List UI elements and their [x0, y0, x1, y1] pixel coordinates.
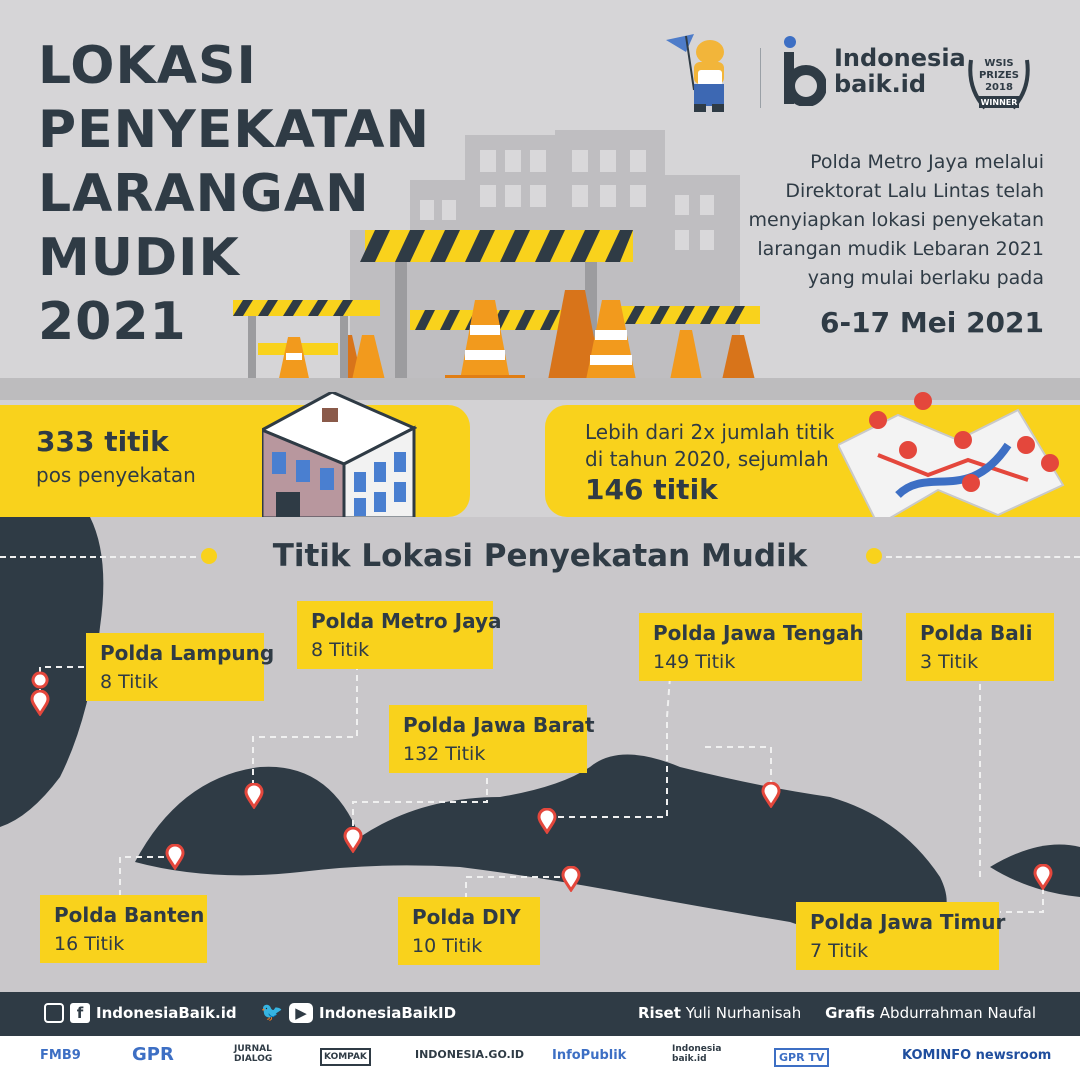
location-pin-icon [343, 827, 363, 853]
intro-text: Polda Metro Jaya melalui Direktorat Lalu Lintas telah menyiapkan lokasi penyekatan larangan mudik Lebaran 2021 yang mulai berlaku pada [748, 151, 1044, 289]
location-count: 8 Titik [311, 639, 370, 661]
stat-total-value: 333 titik [36, 425, 169, 458]
indonesiabaik-logo [782, 36, 966, 106]
location-label-jawa-tengah [639, 613, 862, 681]
partner-logo-infopublik[interactable]: InfoPublik [552, 1048, 627, 1063]
location-pin-icon [30, 690, 50, 716]
social-handle-2[interactable]: IndonesiaBaikID [319, 1003, 457, 1022]
location-pin-icon [1033, 864, 1053, 890]
page-title [38, 34, 430, 354]
location-pin-icon [537, 808, 557, 834]
riset-name: Yuli Nurhanisah [685, 1004, 802, 1022]
title-line: LARANGAN [38, 164, 370, 224]
facebook-icon[interactable]: f [70, 1003, 90, 1023]
instagram-icon[interactable] [44, 1003, 64, 1023]
location-name: Polda Jawa Timur [810, 910, 1006, 934]
award-text-1: WSIS [984, 58, 1014, 69]
grafis-label: Grafis [825, 1004, 875, 1022]
title-line: LOKASI [38, 36, 257, 96]
location-name: Polda Bali [920, 621, 1033, 645]
title-line: MUDIK [38, 228, 240, 288]
location-label-lampung [86, 633, 275, 701]
logo-text-line1: Indonesia [834, 44, 966, 72]
location-count: 3 Titik [920, 651, 979, 673]
award-text-4: WINNER [980, 98, 1018, 107]
partner-logo-gpr[interactable]: GPR [132, 1044, 174, 1065]
award-text-2: PRIZES [978, 70, 1020, 81]
location-label-bali [906, 613, 1054, 681]
location-label-jawa-barat [389, 705, 595, 773]
wsis-award-badge [965, 48, 1033, 116]
location-label-banten [40, 895, 207, 963]
title-line: 2021 [38, 292, 187, 352]
location-name: Polda Jawa Tengah [653, 621, 864, 645]
social-handle-1[interactable]: IndonesiaBaik.id [96, 1003, 237, 1022]
credits [638, 1004, 1036, 1022]
partner-logo-kominfo-newsroom[interactable]: KOMINFO newsroom [902, 1048, 1052, 1063]
location-pin-icon [561, 866, 581, 892]
location-count: 10 Titik [412, 935, 483, 957]
location-name: Polda DIY [412, 905, 521, 929]
title-line: PENYEKATAN [38, 100, 431, 160]
partner-logo-fmb9[interactable]: FMB9 [40, 1048, 81, 1063]
logo-text-line2: baik.id [834, 70, 927, 98]
location-label-metro-jaya [297, 601, 502, 669]
twitter-icon[interactable]: 🐦 [260, 1002, 284, 1023]
stat-comparison-text: Lebih dari 2x jumlah titik di tahun 2020, sejumlah [585, 420, 835, 471]
stat-total-label: pos penyekatan [36, 463, 196, 487]
location-pin-icon [244, 783, 264, 809]
location-count: 132 Titik [403, 743, 486, 765]
location-count: 7 Titik [810, 940, 869, 962]
logo-divider [760, 48, 761, 108]
grafis-name: Abdurrahman Naufal [879, 1004, 1036, 1022]
map-section-title: Titik Lokasi Penyekatan Mudik [272, 538, 808, 574]
building-icon [262, 392, 417, 518]
location-name: Polda Lampung [100, 641, 275, 665]
logo-text [834, 45, 966, 97]
location-name: Polda Jawa Barat [403, 713, 595, 737]
location-name: Polda Banten [54, 903, 205, 927]
location-pin-icon [761, 782, 781, 808]
partner-logo-gpr-tv[interactable]: GPR TV [774, 1048, 829, 1067]
location-label-diy [398, 897, 540, 965]
location-pin-icon [165, 844, 185, 870]
date-range: 6-17 Mei 2021 [820, 306, 1044, 339]
location-name: Polda Metro Jaya [311, 609, 502, 633]
location-count: 16 Titik [54, 933, 125, 955]
partner-logo-indonesia-go-id[interactable]: INDONESIA.GO.ID [415, 1048, 524, 1061]
stat-comparison-value: 146 titik [585, 473, 718, 506]
partner-logo-kompak[interactable]: KOMPAK [320, 1048, 371, 1066]
indonesiabaik-logo-icon [782, 36, 826, 106]
award-text-3: 2018 [985, 82, 1013, 93]
partner-logo-indonesiabaik[interactable]: Indonesia baik.id [672, 1044, 722, 1064]
location-count: 149 Titik [653, 651, 736, 673]
partner-logos [0, 1036, 1080, 1080]
youtube-icon[interactable]: ▶ [289, 1003, 313, 1023]
mascot-icon [664, 30, 738, 114]
partner-logo-jurnal-dialog[interactable]: JURNAL DIALOG [234, 1044, 273, 1064]
location-count: 8 Titik [100, 671, 159, 693]
location-label-jawa-timur [796, 902, 1006, 970]
riset-label: Riset [637, 1004, 681, 1022]
footer-bar [0, 992, 1080, 1036]
social-links [44, 1002, 456, 1023]
